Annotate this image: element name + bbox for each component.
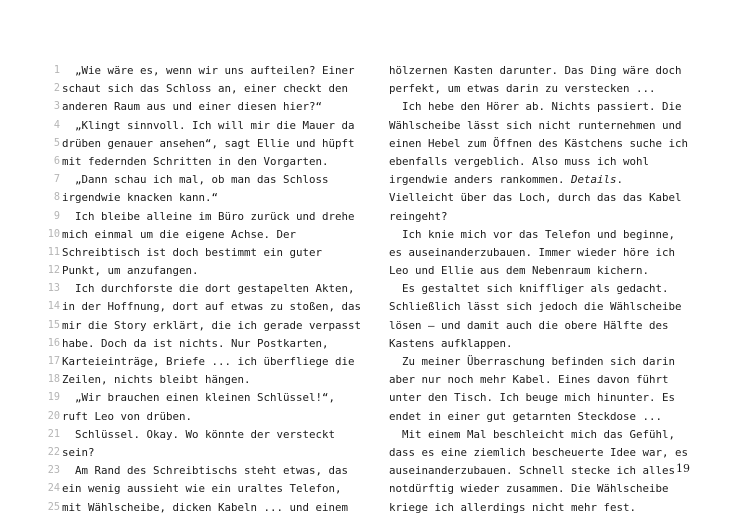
text-line: [42, 62, 372, 80]
text-line: [389, 153, 699, 171]
text-line: [42, 426, 372, 444]
text-line: [42, 335, 372, 353]
line-number: 7: [53, 174, 60, 186]
text-line: [389, 389, 699, 407]
line-text: ruft Leo von drüben.: [62, 409, 193, 423]
text-line: [389, 426, 699, 444]
line-text: endet in einer gut getarnten Steckdose ...: [389, 409, 663, 423]
line-text: habe. Doch da ist nichts. Nur Postkarten,: [62, 336, 329, 350]
text-line: [42, 280, 372, 298]
line-text: mit federnden Schritten in den Vorgarten.: [62, 154, 329, 168]
text-line: [389, 317, 699, 335]
text-line: [389, 171, 699, 189]
line-number: 22: [47, 446, 60, 458]
line-number: 16: [47, 337, 60, 349]
text-line: [42, 171, 372, 189]
line-text: ein wenig aussieht wie ein uraltes Telefon,: [62, 482, 342, 496]
text-line: [42, 444, 372, 462]
text-line: [42, 189, 372, 207]
line-text: Ich hebe den Hörer ab. Nichts passiert. Die: [389, 100, 682, 114]
text-line: [389, 62, 699, 80]
line-text: „Dann schau ich mal, ob man das Schloss: [62, 173, 329, 187]
text-line: [42, 262, 372, 280]
line-text: mit Wählscheibe, dicken Kabeln ... und einem: [62, 500, 349, 514]
line-number: 18: [47, 374, 60, 386]
line-text: ebenfalls vergeblich. Also muss ich wohl: [389, 154, 650, 168]
line-number: 9: [53, 210, 60, 222]
text-line: [389, 244, 699, 262]
line-number: 25: [47, 501, 60, 513]
text-line: [389, 135, 699, 153]
right-page-text: [389, 62, 699, 517]
line-text: reingeht?: [389, 209, 448, 223]
line-number: 8: [53, 192, 60, 204]
text-line: [389, 408, 699, 426]
line-number: 13: [47, 283, 60, 295]
line-text: Ich knie mich vor das Telefon und beginne,: [389, 227, 676, 241]
line-number: 23: [47, 465, 60, 477]
line-text: Kastens aufklappen.: [389, 336, 513, 350]
text-line: [42, 317, 372, 335]
line-text: dass es eine ziemlich bescheuerte Idee war, es: [389, 445, 689, 459]
line-number: 12: [47, 265, 60, 277]
line-text: Ich bleibe alleine im Büro zurück und drehe: [62, 209, 355, 223]
line-number: 5: [53, 137, 60, 149]
line-text: perfekt, um etwas darin zu verstecken ...: [389, 82, 656, 96]
line-text: Schreibtisch ist doch bestimmt ein guter: [62, 245, 323, 259]
line-number: 15: [47, 319, 60, 331]
text-line: [42, 244, 372, 262]
text-line: [42, 135, 372, 153]
line-text: [389, 171, 623, 189]
line-number: 19: [47, 392, 60, 404]
line-text: Schließlich lässt sich jedoch die Wählscheibe: [389, 300, 682, 314]
line-text: mich einmal um die eigene Achse. Der: [62, 227, 297, 241]
line-number: 10: [47, 228, 60, 240]
line-text: Zu meiner Überraschung befinden sich darin: [389, 355, 676, 368]
line-text-part: .: [616, 173, 624, 187]
line-text: schaut sich das Schloss an, einer checkt den: [62, 82, 349, 96]
line-text: Leo und Ellie aus dem Nebenraum kichern.: [389, 264, 650, 278]
line-text: drüben genauer ansehen“, sagt Ellie und hüpft: [62, 136, 355, 150]
line-text: „Wir brauchen einen kleinen Schlüssel!“,: [62, 391, 336, 405]
line-number: 11: [47, 246, 60, 258]
text-line: [389, 208, 699, 226]
text-line: [389, 462, 699, 480]
text-line: [389, 371, 699, 389]
line-text: Karteieinträge, Briefe ... ich überfliege die: [62, 355, 355, 368]
line-text: lösen – und damit auch die obere Hälfte des: [389, 318, 669, 332]
line-number: 4: [53, 119, 60, 131]
text-line: [389, 480, 699, 498]
text-line: [42, 499, 372, 517]
line-text: einen Hebel zum Öffnen des Kästchens suche ich: [389, 136, 689, 150]
line-text: Wählscheibe lässt sich nicht runternehmen und: [389, 118, 682, 132]
text-line: [42, 389, 372, 407]
line-text: irgendwie knacken kann.“: [62, 191, 219, 205]
line-number: 1: [53, 65, 60, 76]
line-text: kriege ich allerdings nicht mehr fest.: [389, 500, 637, 514]
text-line: [42, 98, 372, 116]
line-text: unter den Tisch. Ich beuge mich hinunter. Es: [389, 391, 676, 405]
line-text: hölzernen Kasten darunter. Das Ding wäre doch: [389, 64, 682, 77]
text-line: [42, 153, 372, 171]
text-line: [389, 335, 699, 353]
left-page-text: [42, 62, 372, 517]
line-text: Schlüssel. Okay. Wo könnte der versteckt: [62, 427, 336, 441]
line-text: „Klingt sinnvoll. Ich will mir die Mauer da: [62, 118, 355, 132]
text-line: [42, 353, 372, 371]
line-number: 20: [47, 410, 60, 422]
line-number: 14: [47, 301, 60, 313]
line-number: 17: [47, 356, 60, 367]
line-text: auseinanderzubauen. Schnell stecke ich alles: [389, 464, 676, 478]
text-line: [42, 226, 372, 244]
line-text: Mit einem Mal beschleicht mich das Gefühl,: [389, 427, 676, 441]
text-line: [42, 371, 372, 389]
line-number: 3: [53, 101, 60, 113]
text-line: [42, 117, 372, 135]
line-text: Am Rand des Schreibtischs steht etwas, das: [62, 464, 349, 478]
text-line: [389, 499, 699, 517]
page-number: 19: [676, 462, 690, 475]
line-number: 6: [53, 155, 60, 167]
text-line: [42, 462, 372, 480]
line-text: Vielleicht über das Loch, durch das das Kabel: [389, 191, 682, 205]
text-line: [389, 262, 699, 280]
line-text: mir die Story erklärt, die ich gerade verpasst: [62, 318, 362, 332]
text-line: [42, 480, 372, 498]
line-text: aber nur noch mehr Kabel. Eines davon führt: [389, 373, 669, 387]
text-line: [42, 208, 372, 226]
line-number: 21: [47, 428, 60, 440]
text-line: [42, 408, 372, 426]
text-line: [389, 280, 699, 298]
text-line: [42, 80, 372, 98]
text-line: [389, 298, 699, 316]
line-text: anderen Raum aus und einer diesen hier?“: [62, 100, 323, 114]
text-line: [389, 98, 699, 116]
line-text: notdürftig wieder zusammen. Die Wählscheibe: [389, 482, 669, 496]
text-line: [389, 353, 699, 371]
line-text: es auseinanderzubauen. Immer wieder höre ich: [389, 245, 676, 259]
line-text: „Wie wäre es, wenn wir uns aufteilen? Einer: [62, 64, 355, 77]
text-line: [389, 80, 699, 98]
line-text: in der Hoffnung, dort auf etwas zu stoßen, das: [62, 300, 362, 314]
line-text: Punkt, um anzufangen.: [62, 264, 199, 278]
text-line: [389, 189, 699, 207]
text-line: [389, 444, 699, 462]
text-line: [389, 226, 699, 244]
line-number: 2: [53, 83, 60, 95]
line-text: Ich durchforste die dort gestapelten Akten,: [62, 282, 355, 296]
line-text: sein?: [62, 445, 95, 459]
line-text: Zeilen, nichts bleibt hängen.: [62, 373, 251, 387]
text-line: [42, 298, 372, 316]
line-text-part: irgendwie anders rankommen.: [389, 173, 572, 187]
text-line: [389, 117, 699, 135]
emphasized-word: Details: [571, 173, 617, 187]
line-number: 24: [47, 483, 60, 495]
line-text: Es gestaltet sich kniffliger als gedacht.: [389, 282, 669, 296]
